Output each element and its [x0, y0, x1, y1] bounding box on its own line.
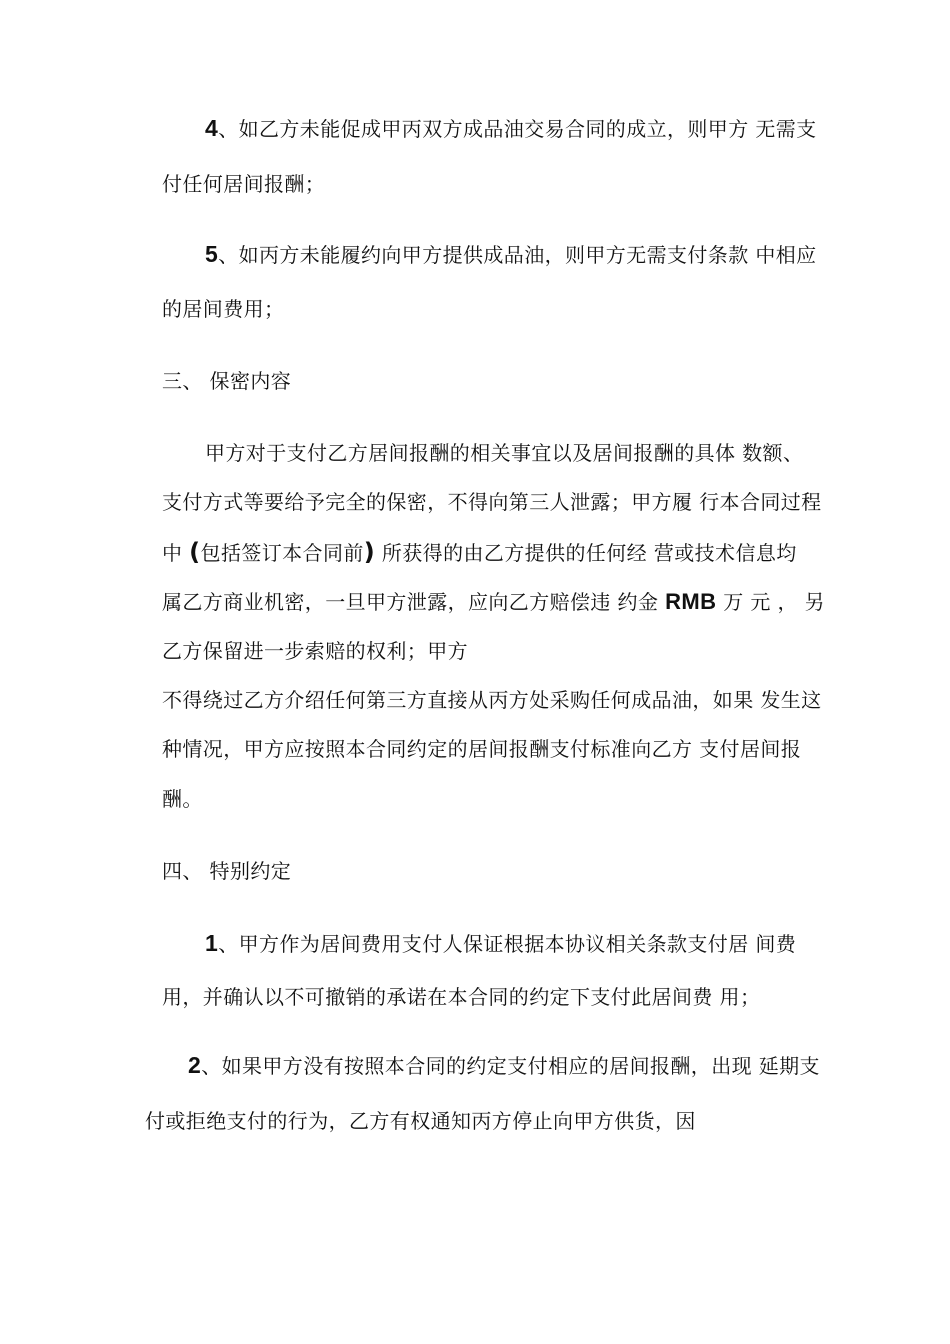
open-paren: (	[189, 538, 201, 566]
section-3-p2-line-2: 种情况，甲方应按照本合同约定的居间报酬支付标准向乙方 支付居间报	[162, 737, 802, 761]
section-4-item-1-line-1	[205, 929, 796, 958]
section-4-heading: 四、 特别约定	[162, 859, 292, 883]
section-3-heading: 三、 保密内容	[162, 369, 292, 393]
section-4-item-1-text: 、甲方作为居间费用支付人保证根据本协议相关条款支付居 间费	[218, 932, 797, 956]
section-4-item-2-line-2: 付或拒绝支付的行为，乙方有权通知丙方停止向甲方供货，因	[145, 1109, 696, 1133]
section-3-p1-line-2: 支付方式等要给予完全的保密，不得向第三人泄露；甲方履 行本合同过程	[162, 490, 822, 514]
item-5-line-2: 的居间费用；	[162, 297, 285, 321]
section-3-p1-line-3	[162, 538, 797, 567]
section-3-p1-line-4-a: 属乙方商业机密，一旦甲方泄露，应向乙方赔偿违 约金	[162, 590, 666, 614]
section-4-item-1-number: 1	[205, 930, 219, 956]
currency-rmb: RMB	[665, 589, 717, 614]
section-4-item-2-text: 、如果甲方没有按照本合同的约定支付相应的居间报酬，出现 延期支	[201, 1054, 820, 1078]
section-3-p1-line-4-b: 万 元 ， 另	[716, 590, 826, 614]
section-3-p1-line-3-b: 包括签订本合同前	[200, 541, 364, 565]
section-3-p1-line-3-a: 中	[162, 541, 190, 565]
close-paren: )	[363, 538, 376, 566]
item-5-number: 5	[205, 241, 219, 267]
section-3-p1-line-3-c: 所获得的由乙方提供的任何经 营或技术信息均	[375, 541, 797, 565]
section-3-p2-line-1: 不得绕过乙方介绍任何第三方直接从丙方处采购任何成品油，如果 发生这	[162, 688, 822, 712]
item-5-line-1	[205, 240, 817, 269]
section-3-p1-line-5: 乙方保留进一步索赔的权利；甲方	[162, 639, 468, 663]
section-3-p1-line-4	[162, 588, 825, 616]
item-4-line-2: 付任何居间报酬；	[162, 172, 326, 196]
section-3-p2-line-3: 酬。	[162, 787, 203, 811]
item-4-line-1	[205, 114, 817, 143]
item-5-text: 、如丙方未能履约向甲方提供成品油，则甲方无需支付条款 中相应	[218, 243, 817, 267]
item-4-number: 4	[205, 115, 219, 141]
section-4-item-2-number: 2	[188, 1052, 202, 1078]
section-3-p1-line-1: 甲方对于支付乙方居间报酬的相关事宜以及居间报酬的具体 数额、	[205, 441, 804, 465]
section-4-item-2-line-1	[188, 1051, 820, 1080]
item-4-text: 、如乙方未能促成甲丙双方成品油交易合同的成立，则甲方 无需支	[218, 117, 817, 141]
section-4-item-1-line-2: 用，并确认以不可撤销的承诺在本合同的约定下支付此居间费 用；	[162, 985, 761, 1009]
